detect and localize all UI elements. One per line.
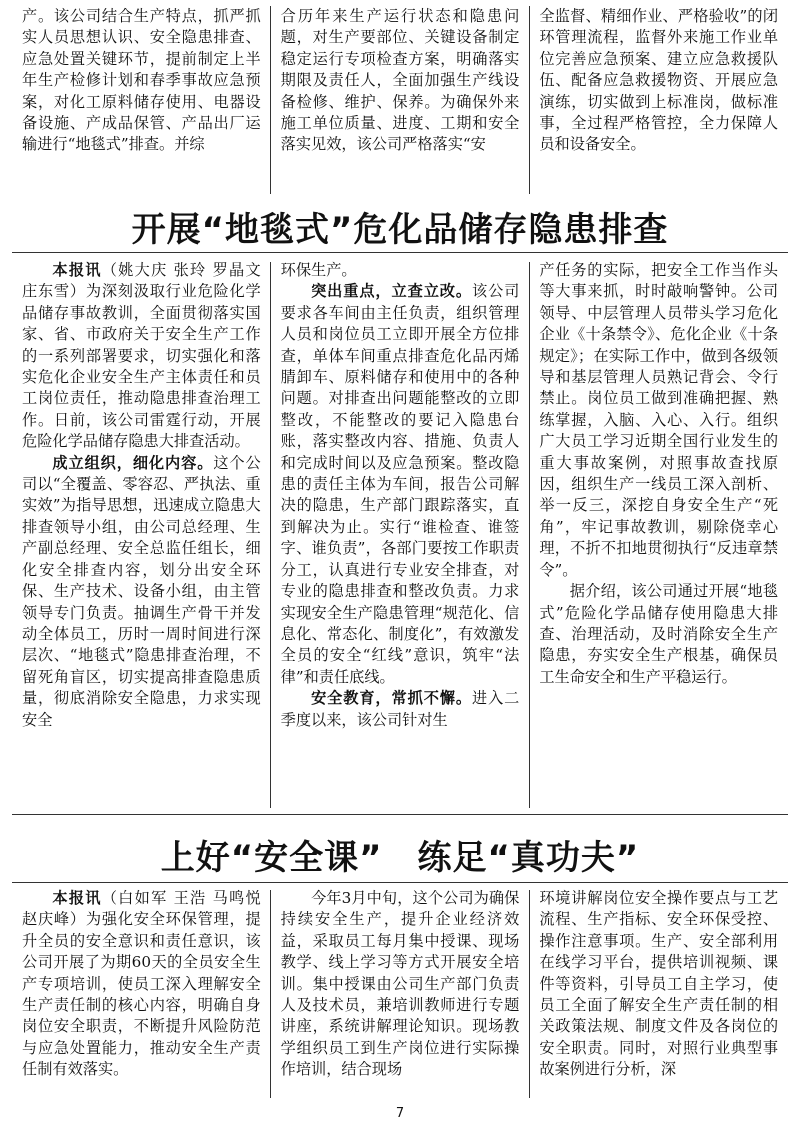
top-col-3 [529, 6, 788, 196]
column-rule [270, 890, 271, 1098]
column-rule [529, 6, 530, 194]
column-rule [270, 6, 271, 194]
column-rule [270, 262, 271, 808]
headline-rule [12, 252, 788, 253]
top-col-2 [271, 6, 530, 196]
top-col-3-text: 全监督、精细作业、严格验收”的闭环管理流程，监督外来施工作业单位完善应急预案、建立应急救援队伍、配备应急救援物资、开展应急演练，切实做到上标准岗，做标准事，全过程严格管控，全力保障人员和设备安全。 [539, 7, 779, 154]
paragraph-text: 进入二季度以来，该公司针对生 [280, 689, 520, 729]
paragraph [281, 888, 520, 1081]
section-rule [12, 814, 788, 815]
paragraph [539, 260, 778, 581]
column-rule [529, 262, 530, 808]
article1-col-1 [12, 260, 271, 808]
paragraph-text: 该公司要求各车间由主任负责，组织管理人员和岗位员工立即开展全方位排查，单体车间重点排查危化品丙烯腈卸车、原料储存和使用中的各种问题。对排查出问题能整改的立即整改，不能整改的要记入隐患台账，落实整改内容、措施、负责人和完成时间以及应急预案。整改隐患的责任主体为车间，报告公司解决的隐患，生产部门跟踪落实，直到解决为止。实行“谁检查、谁签字、谁负责”，各部门要按工作职责分工，认真进行专业安全排查，对专业的隐患排查和整改负责。力求实现安全生产隐患管理“规范化、信息化、常态化、制度化”，有效激发全员的安全“红线”意识，筑牢“法律”和责任底线。 [280, 282, 520, 686]
paragraph [281, 688, 520, 731]
paragraph [22, 888, 261, 1081]
top-col-1-text: 产。该公司结合生产特点，抓严抓实人员思想认识、安全隐患排查、应急处置关键环节，提前制定上半年生产检修计划和春季事故应急预案，对化工原料储存使用、电器设备设施、产成品保管、产品出厂运输进行“地毯式”排查。并综 [22, 7, 261, 154]
article2-col-2 [271, 888, 530, 1100]
article1-title: 开展“地毯式”危化品储存隐患排查 [131, 210, 669, 250]
headline-rule [12, 882, 788, 883]
paragraph-lead: 成立组织，细化内容。 [52, 453, 214, 472]
top-col-1 [12, 6, 271, 196]
paragraph-text: （姚大庆 张玲 罗晶文 庄东雪）为深刻汲取行业危险化学品储存事故教训，全面贯彻落实国家、省、市政府关于安全生产工作的一系列部署要求，切实强化和落实危化企业安全生产主体责任和员工岗位责任，推动隐患排查治理工作。日前，该公司雷霆行动，开展危险化学品储存隐患大排查活动。 [22, 261, 261, 451]
paragraph-text: 这个公司以“全覆盖、零容忍、严执法、重实效”为指导思想，迅速成立隐患大排查领导小组，由公司总经理、生产副总经理、安全总监任组长，细化安全排查内容，划分出安全环保、生产技术、设备小组，由主管领导专门负责。抽调生产骨干并发动全体员工，历时一周时间进行深层次、“地毯式”隐患排查治理，不留死角盲区，切实提高排查隐患质量，彻底消除安全隐患，力求实现安全 [22, 453, 261, 729]
paragraph-text: 环保生产。 [280, 261, 357, 279]
top-continuation [12, 6, 788, 196]
article2-title: 上好“安全课” 练足“真功夫” [160, 838, 640, 878]
paragraph-lead: 本报讯 [52, 261, 102, 279]
paragraph [281, 281, 520, 688]
article2-body [12, 888, 788, 1100]
article1-col-2 [271, 260, 530, 808]
paragraph-text: 产任务的实际，把安全工作当作头等大事来抓，时时敲响警钟。公司领导、中层管理人员带头学习危化企业《十条禁令》、危化企业《十条规定》；在实际工作中，做到各级领导和基层管理人员熟记背会、令行禁止。岗位员工做到准确把握、熟练掌握，入脑、入心、入行。组织广大员工学习近期全国行业发生的重大事故案例，对照事故查找原因，组织生产一线员工深入剖析、举一反三，深挖自身安全生产“死角”，牢记事故教训，剔除侥幸心理，不折不扣地贯彻执行“反违章禁令”。 [539, 261, 779, 579]
top-col-2-text: 合历年来生产运行状态和隐患问题，对生产要部位、关键设备制定稳定运行专项检查方案，明确落实期限及责任人，全面加强生产线设备检修、维护、保养。为确保外来施工单位质量、进度、工期和安全落实见效，该公司严格落实“安 [280, 7, 520, 154]
paragraph [22, 453, 261, 731]
paragraph-text: （白如军 王浩 马鸣悦 赵庆峰）为强化安全环保管理，提升全员的安全意识和责任意识，该公司开展了为期60天的全员安全生产专项培训，使员工深入理解安全生产责任制的核心内容，明确自身岗位安全职责，不断提升风险防范与应急处置能力，推动安全生产责任制有效落实。 [22, 889, 261, 1079]
article1-body [12, 260, 788, 808]
paragraph [539, 581, 778, 688]
paragraph-text: 环境讲解岗位安全操作要点与工艺流程、生产指标、安全环保受控、操作注意事项。生产、安全部利用在线学习平台，提供培训视频、课件等资料，引导员工自主学习，使员工全面了解安全生产责任制的相关政策法规、制度文件及各岗位的安全职责。同时，对照行业典型事故案例进行分析，深 [539, 889, 779, 1079]
paragraph-lead: 安全教育，常抓不懈。 [311, 689, 472, 708]
page-number: 7 [395, 1106, 405, 1121]
column-rule [529, 890, 530, 1098]
paragraph-lead: 突出重点，立查立改。 [311, 282, 472, 301]
paragraph-text: 据介绍，该公司通过开展“地毯式”危险化学品储存使用隐患大排查、治理活动，及时消除安全生产隐患，夯实安全生产根基，确保员工生命安全和生产平稳运行。 [539, 582, 779, 686]
paragraph-lead: 本报讯 [52, 889, 102, 907]
paragraph-text: 今年3月中旬，这个公司为确保持续安全生产，提升企业经济效益，采取员工每月集中授课、现场教学、线上学习等方式开展安全培训。集中授课由公司生产部门负责人及技术员，兼培训教师进行专题讲座，系统讲解理论知识。现场教学组织员工到生产岗位进行实际操作培训，结合现场 [280, 889, 520, 1079]
article2-col-1 [12, 888, 271, 1100]
paragraph [539, 888, 778, 1081]
paragraph [281, 260, 520, 281]
article2-col-3 [529, 888, 788, 1100]
paragraph [22, 260, 261, 453]
article1-col-3 [529, 260, 788, 808]
